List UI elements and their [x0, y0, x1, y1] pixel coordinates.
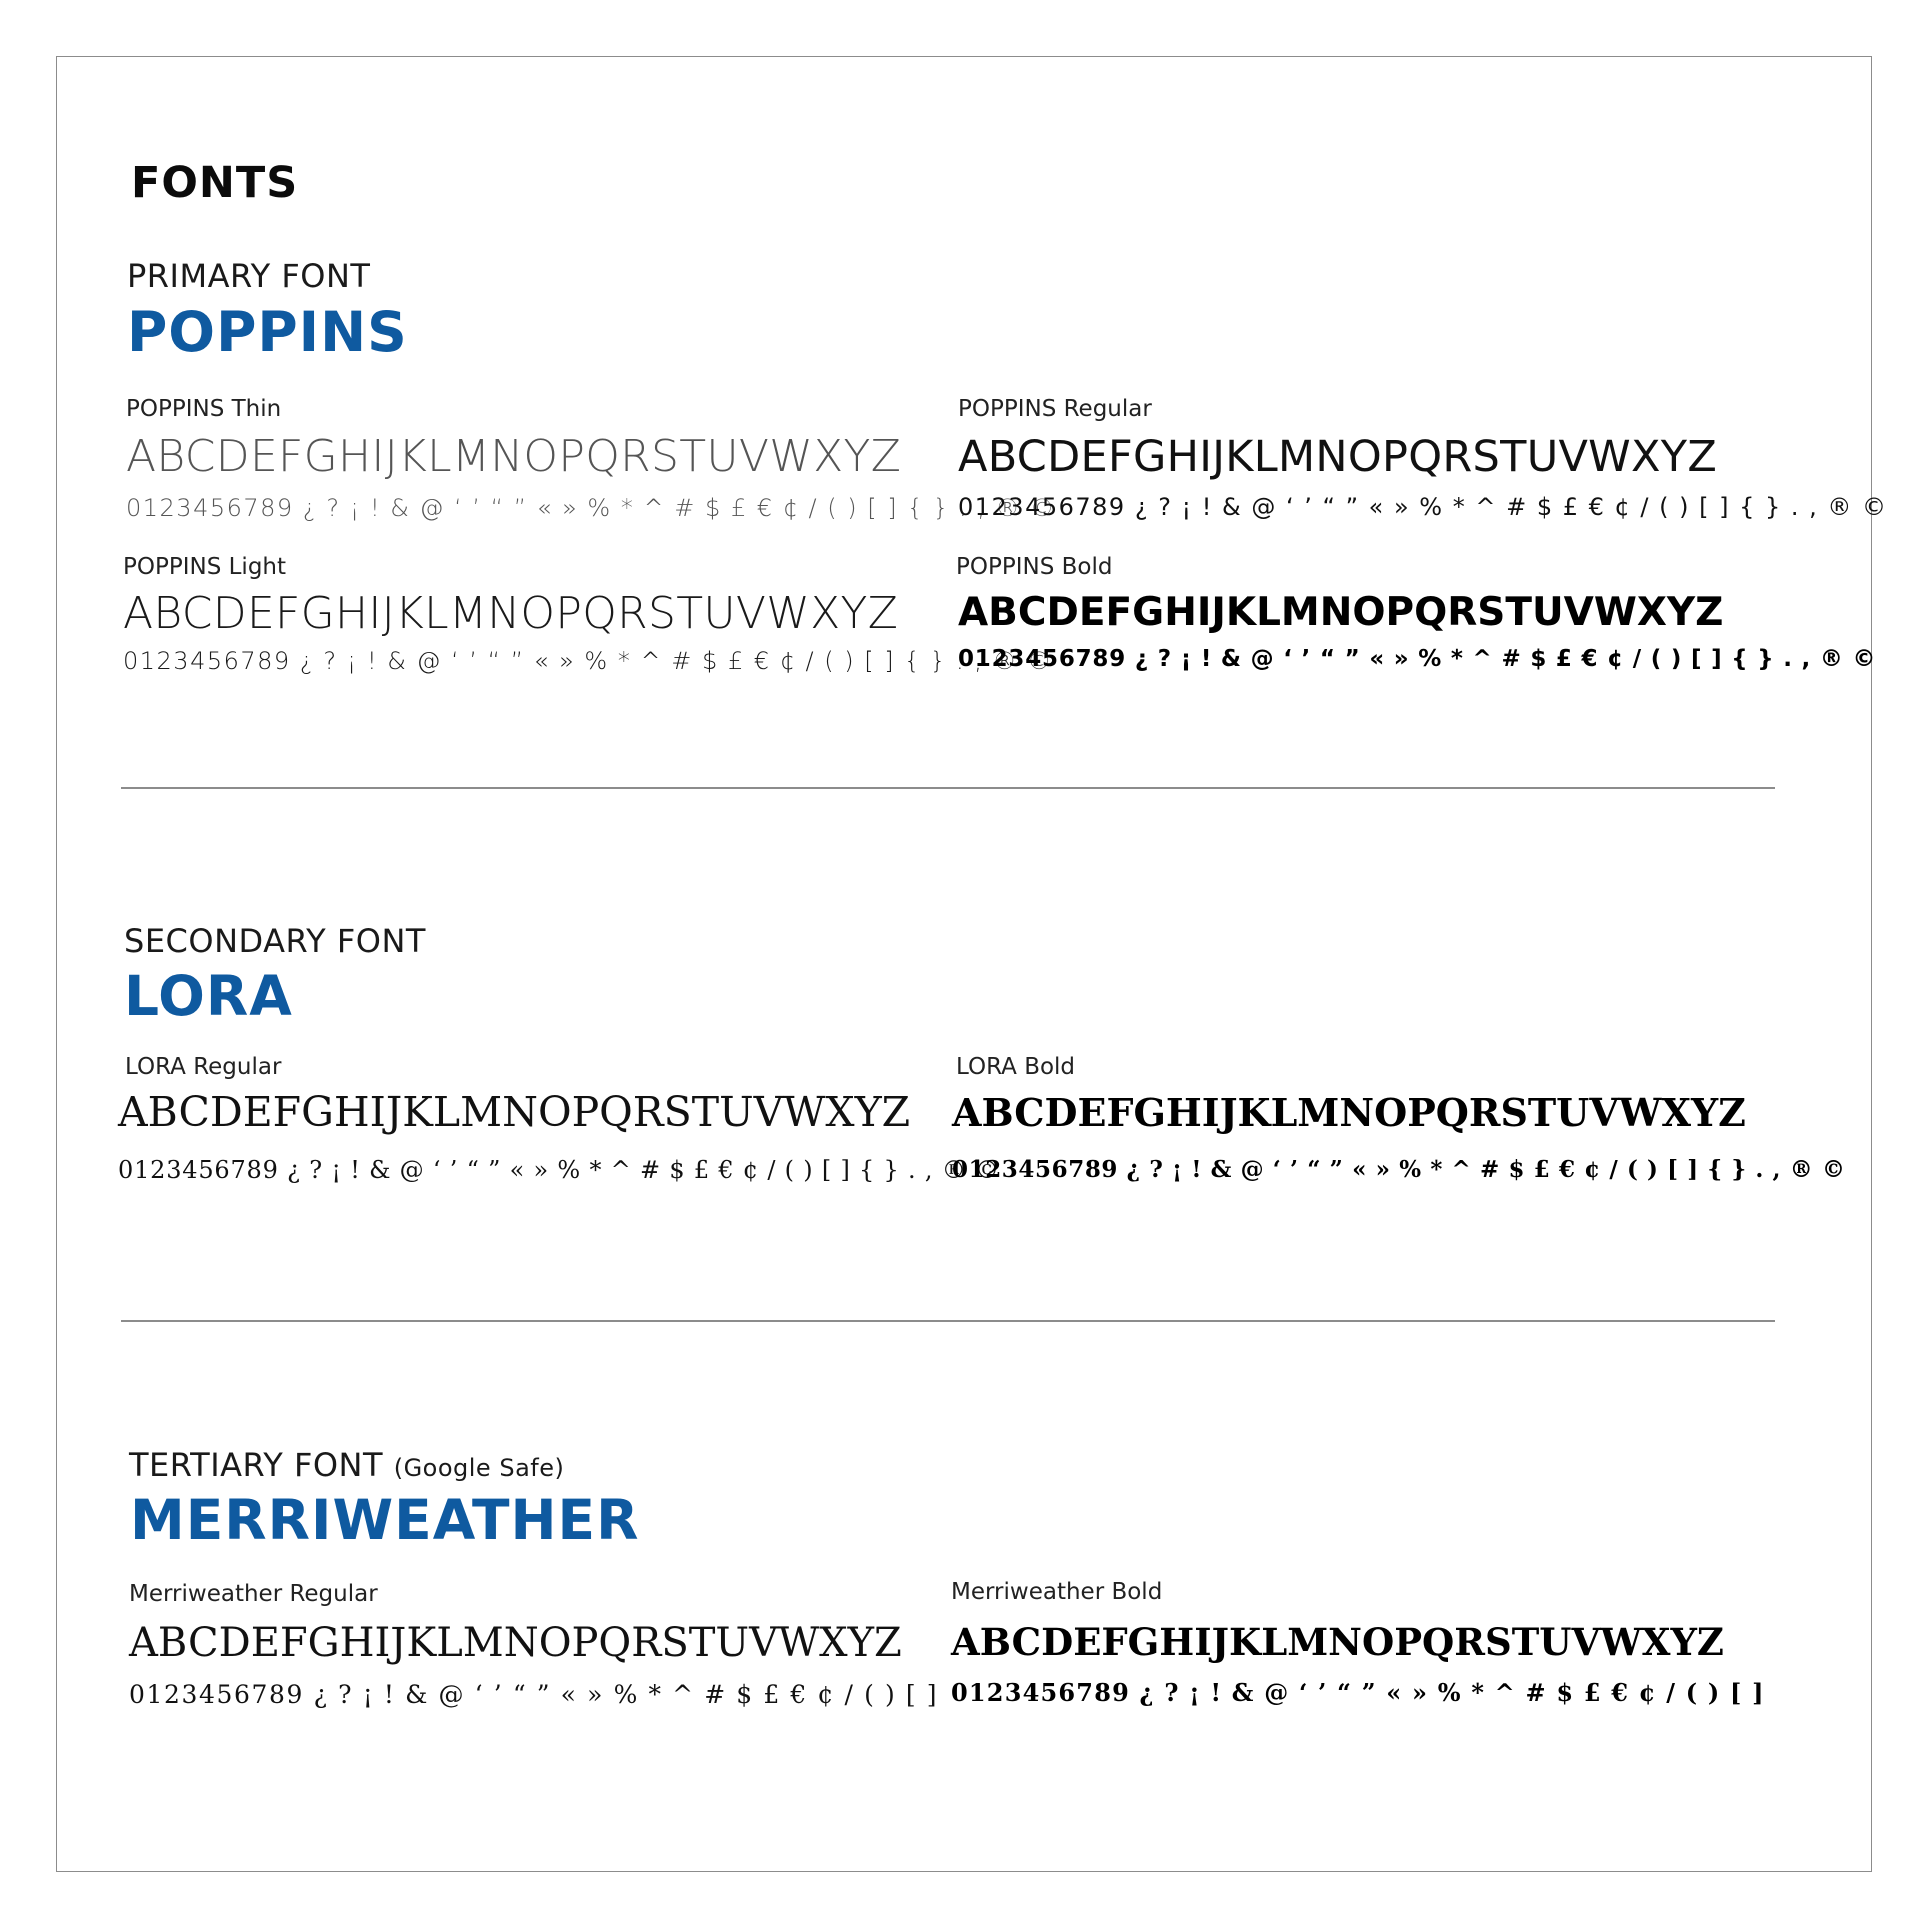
lora-regular-label: LORA Regular [125, 1054, 282, 1080]
section-divider-2 [121, 1320, 1775, 1322]
merriweather-bold-glyphs: 0123456789 ¿ ? ¡ ! & @ ‘ ’ “ ” « » % * ^ # $ £ € ¢ / ( ) [ ] [951, 1678, 1765, 1707]
merriweather-regular-alphabet: ABCDEFGHIJKLMNOPQRSTUVWXYZ [129, 1620, 902, 1666]
lora-bold-glyphs: 0123456789 ¿ ? ¡ ! & @ ‘ ’ “ ” « » % * ^ # $ £ € ¢ / ( ) [ ] { } . , ® © [952, 1156, 1846, 1183]
poppins-light-glyphs: 0123456789 ¿ ? ¡ ! & @ ‘ ’ “ ” « » % * ^ # $ £ € ¢ / ( ) [ ] { } . , ® © [123, 647, 1053, 675]
merriweather-regular-label: Merriweather Regular [129, 1581, 378, 1607]
lora-bold-alphabet: ABCDEFGHIJKLMNOPQRSTUVWXYZ [952, 1090, 1746, 1135]
poppins-regular-label: POPPINS Regular [958, 396, 1152, 422]
poppins-light-alphabet: ABCDEFGHIJKLMNOPQRSTUVWXYZ [123, 588, 899, 639]
poppins-bold-glyphs: 0123456789 ¿ ? ¡ ! & @ ‘ ’ “ ” « » % * ^ # $ £ € ¢ / ( ) [ ] { } . , ® © [958, 646, 1877, 672]
poppins-light-label: POPPINS Light [123, 554, 287, 580]
merriweather-regular-glyphs: 0123456789 ¿ ? ¡ ! & @ ‘ ’ “ ” « » % * ^ # $ £ € ¢ / ( ) [ ] [129, 1680, 939, 1709]
poppins-thin-alphabet: ABCDEFGHIJKLMNOPQRSTUVWXYZ [126, 431, 902, 482]
lora-regular-alphabet: ABCDEFGHIJKLMNOPQRSTUVWXYZ [118, 1088, 911, 1136]
merriweather-bold-alphabet: ABCDEFGHIJKLMNOPQRSTUVWXYZ [951, 1620, 1724, 1664]
primary-section-label: PRIMARY FONT [127, 257, 371, 295]
primary-family-name: POPPINS [127, 300, 408, 364]
poppins-regular-alphabet: ABCDEFGHIJKLMNOPQRSTUVWXYZ [958, 432, 1718, 482]
merriweather-bold-label: Merriweather Bold [951, 1579, 1163, 1605]
secondary-family-name: LORA [124, 964, 293, 1028]
tertiary-label-note: (Google Safe) [393, 1454, 565, 1482]
secondary-section-label: SECONDARY FONT [124, 922, 426, 960]
tertiary-family-name: MERRIWEATHER [130, 1488, 640, 1552]
poppins-bold-alphabet: ABCDEFGHIJKLMNOPQRSTUVWXYZ [958, 590, 1724, 635]
tertiary-section-label [129, 1446, 564, 1484]
poppins-thin-label: POPPINS Thin [126, 396, 282, 422]
section-divider-1 [121, 787, 1775, 789]
tertiary-label-text: TERTIARY FONT [129, 1446, 384, 1484]
poppins-thin-glyphs: 0123456789 ¿ ? ¡ ! & @ ‘ ’ “ ” « » % * ^ # $ £ € ¢ / ( ) [ ] { } . , ® © [126, 494, 1056, 522]
lora-regular-glyphs: 0123456789 ¿ ? ¡ ! & @ ‘ ’ “ ” « » % * ^ # $ £ € ¢ / ( ) [ ] { } . , ® © [118, 1156, 1000, 1184]
page-title: FONTS [131, 158, 299, 208]
poppins-regular-glyphs: 0123456789 ¿ ? ¡ ! & @ ‘ ’ “ ” « » % * ^ # $ £ € ¢ / ( ) [ ] { } . , ® © [958, 493, 1888, 521]
lora-bold-label: LORA Bold [956, 1054, 1076, 1080]
poppins-bold-label: POPPINS Bold [956, 554, 1113, 580]
